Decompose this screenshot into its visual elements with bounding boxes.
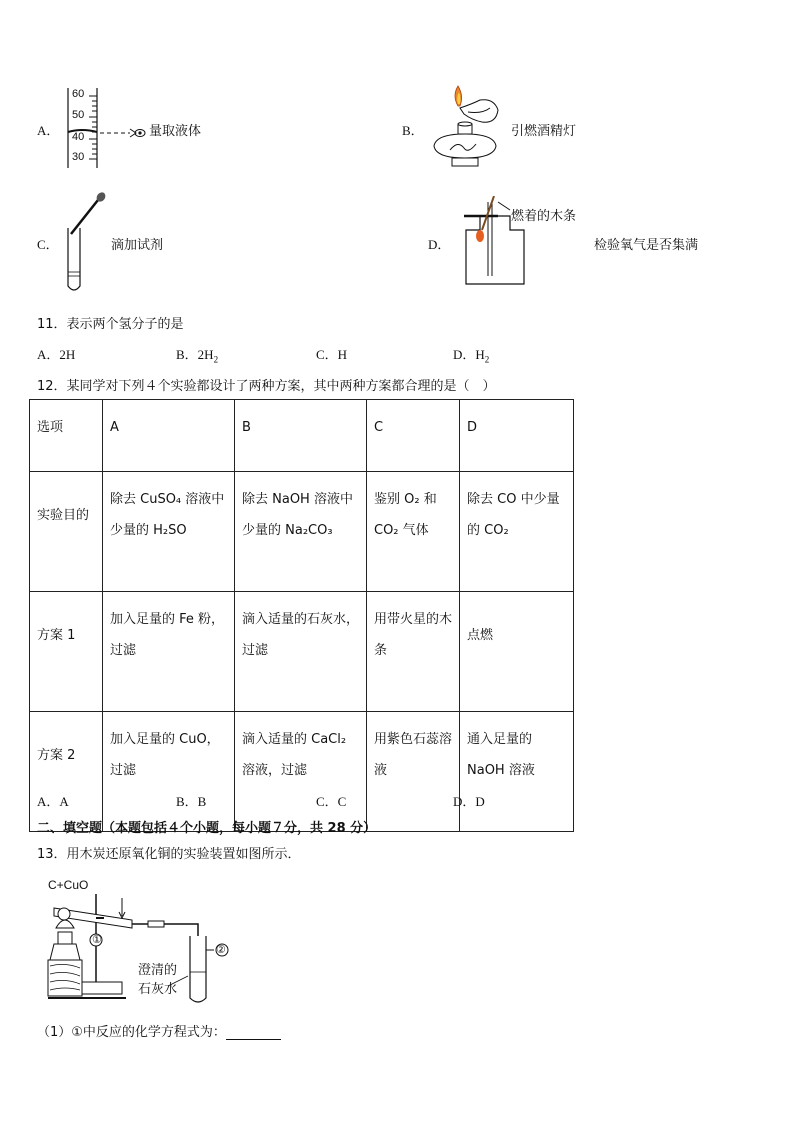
table-cell: 加入足量的 CuO，过滤 xyxy=(103,712,235,832)
option-b-letter: B． xyxy=(402,123,424,138)
q12-option-a[interactable] xyxy=(37,791,69,810)
answer-blank[interactable] xyxy=(226,1027,281,1040)
option-letter: D． xyxy=(453,794,476,809)
row-label: 实验目的 xyxy=(30,472,103,592)
option-text: C xyxy=(337,794,347,809)
sub-question-text: （1）①中反应的化学方程式为： xyxy=(37,1025,226,1040)
limewater-label-2: 石灰水 xyxy=(138,982,178,997)
table-cell: 滴入适量的石灰水，过滤 xyxy=(235,592,367,712)
header-cell: D xyxy=(460,400,574,472)
option-d-label: 检验氧气是否集满 xyxy=(594,238,699,253)
limewater-label-1: 澄清的 xyxy=(138,963,178,978)
option-letter: A． xyxy=(37,794,60,809)
q12-stem: 12．某同学对下列４个实验都设计了两种方案，其中两种方案都合理的是（ ） xyxy=(37,379,496,394)
option-text: H xyxy=(475,347,485,362)
table-cell: 滴入适量的 CaCl₂ 溶液，过滤 xyxy=(235,712,367,832)
option-b-label: 引燃酒精灯 xyxy=(511,124,577,139)
subscript: 2 xyxy=(484,354,490,365)
table-row xyxy=(30,472,574,592)
q11-option-d[interactable] xyxy=(453,344,489,365)
q12-option-b[interactable] xyxy=(176,791,206,810)
experiment-table xyxy=(29,399,574,832)
mark-2: ② xyxy=(216,943,226,956)
option-letter: B． xyxy=(176,794,198,809)
table-cell: 除去 CO 中少量的 CO₂ xyxy=(460,472,574,592)
option-text: H xyxy=(337,347,348,362)
option-text: B xyxy=(197,794,207,809)
q12-option-c[interactable] xyxy=(316,791,346,810)
burning-stick-label: 燃着的木条 xyxy=(511,209,577,224)
option-text: 2H xyxy=(59,347,76,362)
row-label: 方案 1 xyxy=(30,592,103,712)
table-cell: 用带火星的木条 xyxy=(367,592,460,712)
q11-option-c[interactable] xyxy=(316,344,347,363)
table-cell: 通入足量的 NaOH 溶液 xyxy=(460,712,574,832)
option-a-label: 量取液体 xyxy=(149,124,202,139)
q11-option-b[interactable] xyxy=(176,344,218,365)
header-cell: 选项 xyxy=(30,400,103,472)
table-header-row xyxy=(30,400,574,472)
option-a-letter: A． xyxy=(37,123,60,138)
option-d-letter: D． xyxy=(428,237,451,252)
table-row xyxy=(30,712,574,832)
option-letter: C． xyxy=(316,794,338,809)
table-cell: 除去 CuSO₄ 溶液中少量的 H₂SO xyxy=(103,472,235,592)
tick-label: 60 xyxy=(72,88,85,100)
table-cell: 鉴别 O₂ 和 CO₂ 气体 xyxy=(367,472,460,592)
option-text: 2H xyxy=(197,347,214,362)
header-cell: B xyxy=(235,400,367,472)
mark-1: ① xyxy=(92,933,102,946)
alcohol-lamp-figure xyxy=(428,84,508,170)
tick-label: 50 xyxy=(72,109,85,121)
q12-option-d[interactable] xyxy=(453,791,485,810)
q11-stem: 11．表示两个氢分子的是 xyxy=(37,317,184,332)
option-text: A xyxy=(59,794,69,809)
option-text: D xyxy=(475,794,485,809)
q13-sub1 xyxy=(37,1021,281,1040)
table-cell: 加入足量的 Fe 粉，过滤 xyxy=(103,592,235,712)
table-cell: 除去 NaOH 溶液中少量的 Na₂CO₃ xyxy=(235,472,367,592)
table-row xyxy=(30,592,574,712)
tick-label: 40 xyxy=(72,131,85,143)
option-c-letter: C． xyxy=(37,237,59,252)
q13-stem: 13．用木炭还原氧化铜的实验装置如图所示． xyxy=(37,847,301,862)
test-tube-dropper-figure xyxy=(60,192,110,296)
section-title: 二、填空题（本题包括４个小题，每小题７分，共 28 分） xyxy=(37,821,377,836)
header-cell: A xyxy=(103,400,235,472)
option-letter: A． xyxy=(37,347,60,362)
option-letter: D． xyxy=(453,347,476,362)
option-c-label: 滴加试剂 xyxy=(111,238,164,253)
option-letter: B． xyxy=(176,347,198,362)
tick-label: 30 xyxy=(72,151,85,163)
row-label: 方案 2 xyxy=(30,712,103,832)
header-cell: C xyxy=(367,400,460,472)
table-cell: 用紫色石蕊溶液 xyxy=(367,712,460,832)
option-letter: C． xyxy=(316,347,338,362)
table-cell: 点燃 xyxy=(460,592,574,712)
reactant-label: C+CuO xyxy=(48,878,89,892)
q11-option-a[interactable] xyxy=(37,344,75,363)
subscript: 2 xyxy=(213,354,219,365)
